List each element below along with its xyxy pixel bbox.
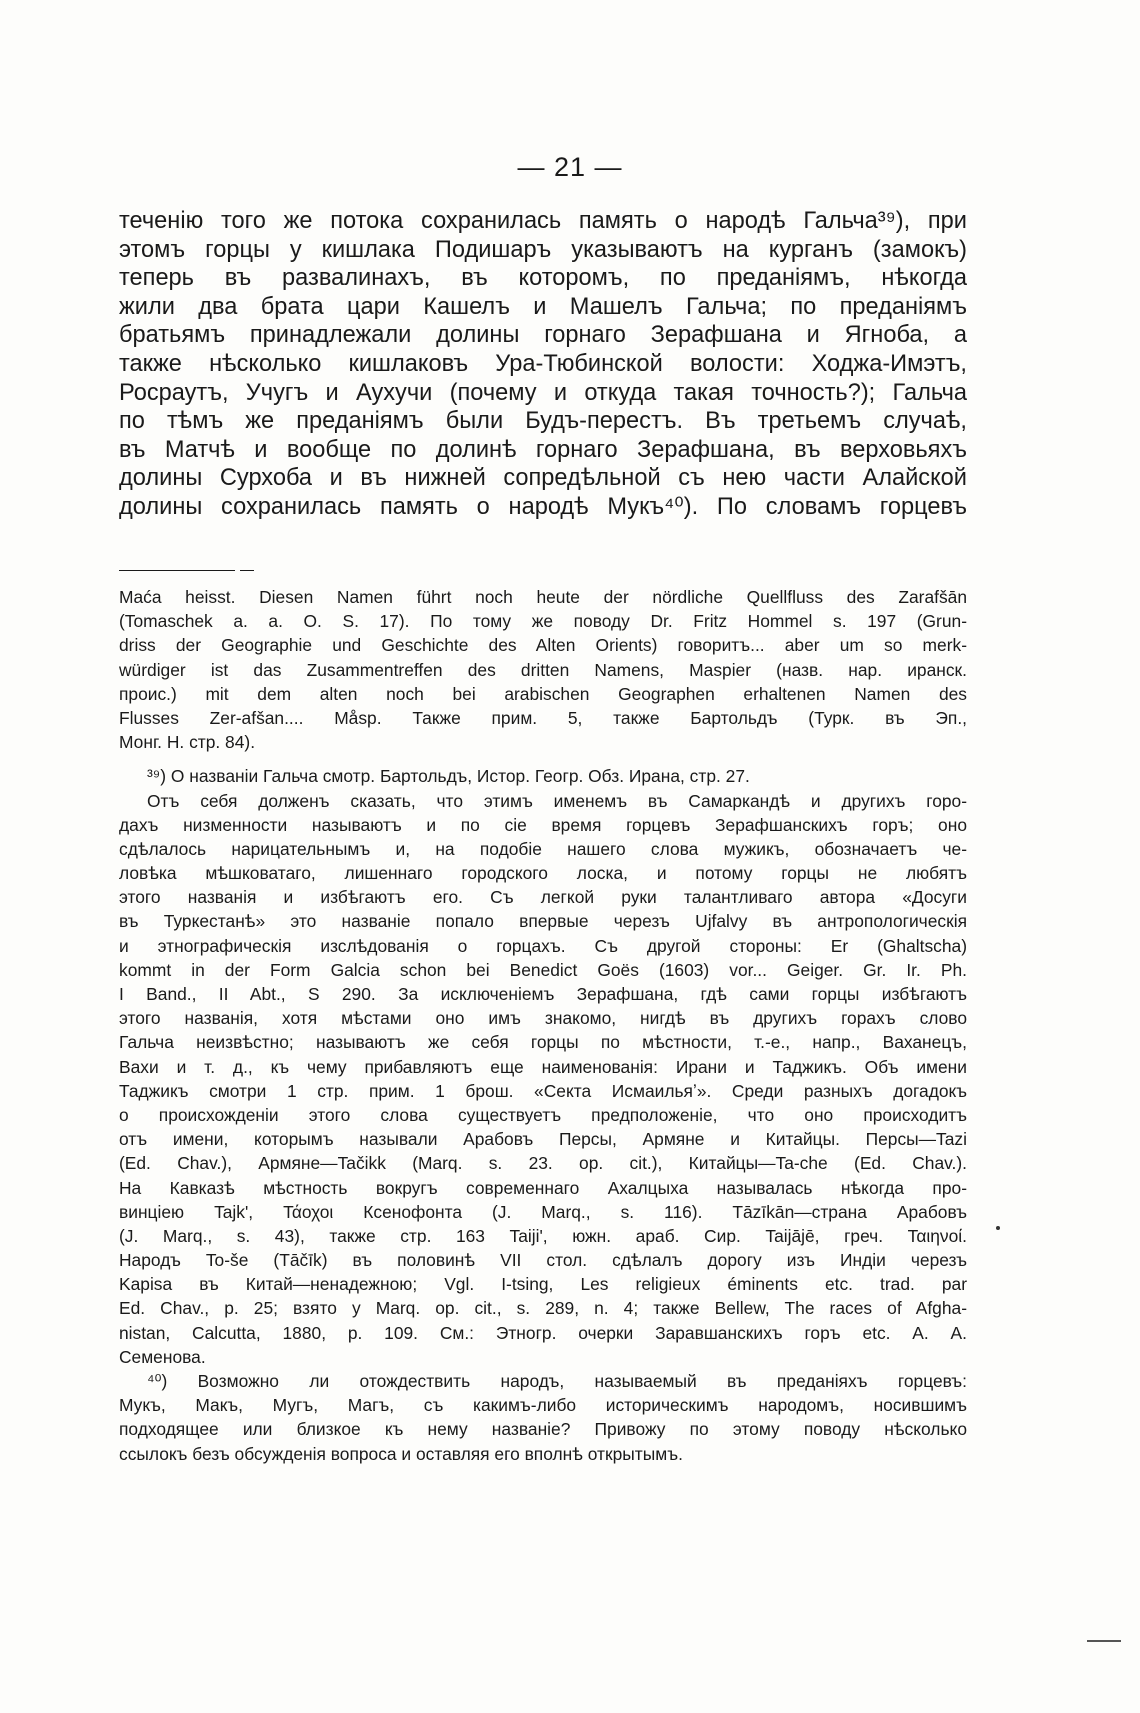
footnote-line: Ed. Chav., p. 25; взято у Marq. op. cit., s. 289, n. 4; также Bellew, The races of Afgha- [119,1298,967,1319]
footnote-line: сдѣлалось нарицательнымъ и, на подобіе нашего слова мужикъ, обозначаетъ че- [119,838,967,859]
margin-dash [1087,1640,1121,1642]
footnote-continuation [119,585,967,754]
footnote-line: Семенова. [119,1346,206,1367]
text-line: теченію того же потока сохранилась память о народѣ Гальча³⁹), при [119,208,967,234]
footnote-line: дахъ низменности называютъ и по сіе время горцевъ Зерафшанскихъ горъ; оно [119,814,967,835]
text-line: Росраутъ, Учугъ и Аухучи (почему и откуда такая точность?); Гальча [119,379,967,406]
footnote-line: kommt in der Form Galcia schon bei Benedict Goës (1603) vor... Geiger. Gr. Ir. Ph. [119,959,967,980]
text-line: братьямъ принадлежали долины горнаго Зерафшана и Ягноба, а [119,322,967,349]
footnote-line: Монг. Н. стр. 84). [119,732,256,753]
footnote-line: Flusses Zer-afšan.... Måsp. Также прим. 5, также Бартольдъ (Турк. въ Эп., [119,707,967,728]
footnote-line: этого названія, хотя мѣстами оно имъ знакомо, нигдѣ въ другихъ горахъ слово [119,1008,967,1029]
text-line: долины сохранилась память о народѣ Мукъ⁴⁰). По словамъ горцевъ [119,493,967,520]
text-line: также нѣсколько кишлаковъ Ура-Тюбинской волости: Ходжа-Имэтъ, [119,350,967,377]
footnote-line: driss der Geographie und Geschichte des Alten Orients) говоритъ... aber um so merk- [119,635,967,656]
footnote-line: этого названія и избѣгаютъ его. Съ легкой руки талантливаго автора «Досуги [119,887,967,908]
footnote-line: ссылокъ безъ обсужденія вопроса и оставляя его вполнѣ открытымъ. [119,1443,683,1464]
footnote-line: ловѣка мѣшковатаго, лишеннаго городского лоска, и потому горцы не любятъ [119,863,967,884]
footnote-separator-tail [240,570,254,571]
footnote-40 [119,1369,967,1466]
main-paragraph [119,207,967,522]
text-line: въ Матчѣ и вообще по долинѣ горнаго Зерафшана, въ верховьяхъ [119,436,967,463]
footnote-line: винціею Tajk', Τάοχοι Ксенофонта (J. Marq., s. 116). Tāzīkān—страна Арабовъ [119,1201,967,1222]
footnote-line: проис.) mit dem alten noch bei arabischen Geographen erhaltenen Namen des [119,683,967,704]
text-line: долины Сурхоба и въ нижней сопредѣльной съ нею части Алайской [119,465,967,492]
footnote-line: würdiger ist das Zusammentreffen des dritten Namens, Maspier (назв. нар. иранск. [119,659,967,680]
footnote-line: отъ имени, которымъ называли Арабовъ Персы, Армяне и Китайцы. Персы—Tazi [119,1129,967,1150]
page-number: — 21 — [517,152,623,182]
footnote-line: Народъ To-še (Tāčīk) въ половинѣ VII стол. сдѣлалъ дорогу изъ Индіи черезъ [119,1250,967,1271]
footnote-line: о происхожденіи этого слова существуетъ предположеніе, что оно происходитъ [119,1104,967,1125]
footnote-line: На Кавказѣ мѣстность вокругъ современнаго Ахалцыха называлась нѣкогда про- [119,1177,967,1198]
footnote-line: подходящее или близкое къ нему названіе? Привожу по этому поводу нѣсколько [119,1419,967,1440]
footnote-line: (Ed. Chav.), Армяне—Tačikk (Marq. s. 23. op. cit.), Китайцы—Ta-che (Ed. Chav.). [119,1153,967,1174]
footnote-line: nistan, Calcutta, 1880, p. 109. См.: Этногр. очерки Заравшанскихъ горъ etc. А. А. [119,1322,967,1343]
footnote-line: Вахи и т. д., къ чему прибавляютъ еще наименованія: Ирани и Таджикъ. Объ имени [119,1056,967,1077]
footnote-line: ⁴⁰) Возможно ли отождествить народъ, называемый въ преданіяхъ горцевъ: [147,1371,967,1391]
text-line: этомъ горцы у кишлака Подишаръ указываютъ на курганъ (замокъ) [119,236,967,263]
footnote-line: въ Туркестанѣ» это названіе попало впервые черезъ Ujfalvy въ антропологическія [119,911,967,932]
footnote-line: Гальча неизвѣстно; называютъ же себя горцы по мѣстности, т.-е., напр., Ваханецъ, [119,1032,967,1053]
footnote-line: Kapisa въ Китай—ненадежною; Vgl. I-tsing, Les religieux éminents etc. trad. par [119,1274,967,1295]
text-line: по тѣмъ же преданіямъ были Будъ-перестъ. Въ третьемъ случаѣ, [119,408,967,435]
footnotes [119,585,967,1466]
footnote-line: Мукъ, Макъ, Мугъ, Магъ, съ какимъ-либо историческимъ народомъ, носившимъ [119,1395,967,1416]
margin-mark [996,1226,1000,1230]
footnote-line: ³⁹) О названіи Гальча смотр. Бартольдъ, Истор. Геогр. Обз. Ирана, стр. 27. [147,766,750,787]
footnote-line: Maća heisst. Diesen Namen führt noch heute der nördliche Quellfluss des Zarafšān [119,587,967,607]
footnote-line: и этнографическія изслѣдованія о горцахъ. Съ другой стороны: Er (Ghaltscha) [119,935,967,956]
footnote-line: Отъ себя долженъ сказать, что этимъ именемъ въ Самаркандѣ и другихъ горо- [147,790,967,811]
footnote-line: I Band., II Abt., S 290. За исключеніемъ Зерафшана, гдѣ сами горцы избѣгаютъ [119,984,967,1004]
footnote-separator [119,570,235,571]
text-line: жили два брата цари Кашелъ и Машелъ Гальча; по преданіямъ [119,293,967,320]
footnote-39 [119,764,967,1369]
text-line: теперь въ развалинахъ, въ которомъ, по преданіямъ, нѣкогда [119,265,967,292]
footnote-line: Таджикъ смотри 1 стр. прим. 1 брош. «Секта Исмаильяʼ». Среди разныхъ догадокъ [119,1080,967,1101]
footnote-line: (Tomaschek a. a. O. S. 17). По тому же поводу Dr. Fritz Hommel s. 197 (Grun- [119,611,967,632]
footnote-line: (J. Marq., s. 43), также стр. 163 Taiji', южн. араб. Сир. Taijājē, греч. Ταιηνοί. [119,1225,967,1246]
